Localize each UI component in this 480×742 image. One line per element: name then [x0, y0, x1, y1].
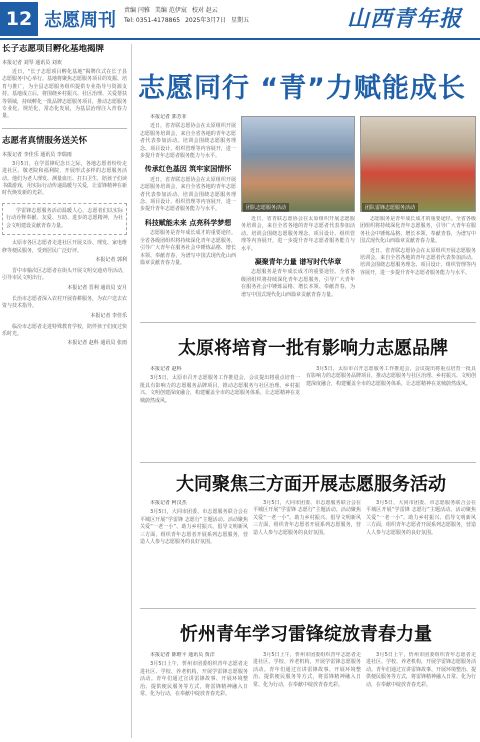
article-paragraph: 近日，省青联志愿协会在太原组织开展志愿服务培训会，来自全省各地的青年志愿者代表参加活动。培训会围绕志愿服务理念、项目设计、组织管理等内容展开，进一步提升青年志愿者服务能力与水平。 [360, 247, 476, 276]
top-article-col3 [360, 216, 476, 314]
briefs-list [2, 240, 127, 346]
brief-item [2, 240, 127, 263]
main-headline: 志愿同行 “青”力赋能成长 [138, 73, 466, 104]
article-paragraph: 近日，省青联志愿协会在太原组织开展志愿服务培训会，来自全省各地的青年志愿者代表参加活动。培训会围绕志愿服务理念、项目设计、组织管理等内容展开，进一步提升青年志愿者服务能力与水平。 [140, 176, 236, 213]
story4-col3 [366, 652, 476, 738]
article-paragraph: 3月5日上午，忻州市团委组织青年志愿者走进社区、学校、养老机构，开展学雷锋志愿服务活动。青年们通过宣讲雷锋故事、开展环境整治、提供便民服务等方式，将雷锋精神融入日常、化为行动，在奉献中绽放青春光彩。 [366, 652, 476, 688]
editor-list [124, 6, 249, 16]
editor-item: 校对 赵云 [191, 7, 218, 14]
photo-caption: 团队雷锋志愿服务活动 [362, 203, 418, 212]
article-paragraph: 近日，省青联志愿协会在太原组织开展志愿服务培训会，来自全省各地的青年志愿者代表参加活动。培训会围绕志愿服务理念、项目设计、组织管理等内容展开，进一步提升青年志愿者服务能力与水平。 [140, 123, 236, 160]
article-body: 近日，“长子志愿项目孵化基地”揭牌仪式在长子县志愿服务中心举行。基地将聚焦志愿服务项目的发掘、培育与推广，为全县志愿服务组织提供专业指导与资源支持。基地成立后，将围绕乡村振兴、社区治理、关爱帮扶等领域，持续孵化一批品牌志愿服务项目，推动志愿服务专业化、规范化、常态化发展，为基层治理注入青春力量。 [2, 69, 128, 120]
header-divider [0, 38, 480, 40]
article-paragraph: 志愿服务是青年成长成才的重要途径。全省各级团组织将持续深化青年志愿服务，引导广大青年在服务社会中锤炼品格、增长本领、奉献青春，为谱写中国式现代化山西篇章贡献青春力量。 [140, 230, 236, 266]
brief-text: 太原市各区志愿者走进社区开展义诊、理发、家电维修等便民服务，受到居民广泛好评。 [2, 240, 128, 254]
article-subhead: 科技赋能未来 点亮科学梦想 [144, 217, 232, 227]
article-paragraph: 3月5日上午，忻州市团委组织青年志愿者走进社区、学校、养老机构，开展学雷锋志愿服务活动。青年们通过宣讲雷锋故事、开展环境整治、提供便民服务等方式，将雷锋精神融入日常、化为行动，在奉献中绽放青春光彩。 [253, 652, 361, 688]
article-paragraph: 志愿服务是青年成长成才的重要途径。全省各级团组织将持续深化青年志愿服务，引导广大青年在服务社会中锤炼品格、增长本领、奉献青春，为谱写中国式现代化山西篇章贡献青春力量。 [360, 216, 476, 245]
section-divider [140, 462, 476, 463]
article-byline: 本报记者 陈维平 通讯员 贾洋 [150, 652, 215, 658]
article-paragraph: 志愿服务是青年成长成才的重要途径。全省各级团组织将持续深化青年志愿服务，引导广大青年在服务社会中锤炼品格、增长本领、奉献青春，为谱写中国式现代化山西篇章贡献青春力量。 [241, 269, 355, 298]
brief-sign: 本报记者 晋利 通讯员 安月 [67, 284, 127, 291]
story2-body-right [306, 366, 476, 458]
section-name: 志愿周刊 [44, 10, 116, 31]
brief-item [2, 324, 127, 347]
brief-sign: 本报记者 李佳乐 [90, 312, 127, 319]
article-paragraph: 3月5日，太原市召开志愿服务工作推进会，会议提出将重点培育一批具有影响力的志愿服务品牌项目，推动志愿服务与社区治理、乡村振兴、文明创建深度融合，构建覆盖全市的志愿服务体系，让志愿精神在龙城蔚然成风。 [306, 366, 476, 387]
article-changzi [2, 44, 127, 121]
article-paragraph: 近日，省青联志愿协会在太原组织开展志愿服务培训会，来自全省各地的青年志愿者代表参加活动。培训会围绕志愿服务理念、项目设计、组织管理等内容展开，进一步提升青年志愿者服务能力与水平。 [241, 216, 355, 252]
top-article-col1 [140, 114, 236, 314]
article-paragraph: 3月5日，太原市召开志愿服务工作推进会，会议提出将重点培育一批具有影响力的志愿服务品牌项目，推动志愿服务与社区治理、乡村振兴、文明创建深度融合，构建覆盖全市的志愿服务体系，让志愿精神在龙城蔚然成风。 [140, 375, 300, 404]
story-headline: 大同聚焦三方面开展志愿服务活动 [176, 474, 446, 495]
story-headline: 太原将培育一批有影响力志愿品牌 [178, 338, 448, 359]
story-headline: 忻州青年学习雷锋绽放青春力量 [180, 624, 432, 645]
article-volunteer-care [2, 136, 127, 198]
section-divider [140, 608, 476, 609]
section-divider [140, 322, 476, 323]
newspaper-logo: 山西青年报 [346, 6, 462, 32]
contact-line [124, 16, 249, 26]
header-meta [124, 6, 249, 26]
brief-text: 临汾市志愿者走进特殊教育学校，陪伴孩子们度过快乐时光。 [2, 323, 128, 337]
article-body: 3月5日，在学雷锋纪念日之际，各地志愿者纷纷走进社区、敬老院和福利院，开展形式多样的志愿服务活动。他们为老人理发、测量血压、打扫卫生，陪孩子们读书做游戏，用实际行动传递温暖与关爱，让雷锋精神在新时代焕发新的光彩。 [2, 160, 128, 197]
story3-col2 [253, 500, 361, 604]
editor-item: 责编 闫雅 [124, 7, 150, 14]
article-paragraph: 3月5日上午，忻州市团委组织青年志愿者走进社区、学校、养老机构，开展学雷锋志愿服务活动。青年们通过宣讲雷锋故事、开展环境整治、提供便民服务等方式，将雷锋精神融入日常、化为行动，在奉献中绽放青春光彩。 [140, 661, 248, 698]
story4-col1 [140, 652, 248, 738]
article-paragraph: 3月5日，大同市团委、市志愿服务联合会在平城区开展“学雷锋 志愿行”主题活动。活动聚焦关爱“一老一小”、助力乡村振兴、倡导文明新风三方面，组织青年志愿者开展系列志愿服务，营造人人参与志愿服务的良好氛围。 [253, 500, 361, 536]
article-title: 志愿者真情服务送关怀 [2, 135, 88, 146]
photo-volunteer-team [241, 116, 355, 212]
phone-number: Tel: 0351-4178865 [124, 17, 181, 24]
brief-item [2, 268, 127, 291]
photo-caption: 团队志愿服务活动 [243, 203, 289, 212]
top-article-col2 [241, 216, 355, 314]
brief-sign: 本报记者 郭利 [95, 256, 127, 263]
briefs-box [2, 203, 127, 235]
left-column [2, 44, 132, 738]
article-byline: 本报记者 李佳乐 通讯员 李瑞雨 [2, 151, 72, 158]
story2-body-left [140, 366, 300, 458]
article-title: 长子志愿项目孵化基地揭牌 [2, 44, 105, 54]
article-subhead: 凝聚青年力量 谱写时代华章 [254, 257, 342, 267]
article-byline: 本报记者 刘琴 通讯员 刘欢 [2, 60, 62, 66]
divider [2, 128, 127, 129]
briefs-intro: 学雷锋志愿服务活动温暖人心，志愿者们以实际行动诠释奉献、友爱、互助、进步的志愿精神，为社会文明建设贡献青春力量。 [6, 207, 123, 229]
brief-sign: 本报记者 赵科 通讯员 张雨 [67, 340, 127, 347]
brief-text: 晋中市榆次区志愿者在街头开展文明交通劝导活动，引导市民文明出行。 [2, 267, 128, 282]
story3-col1 [140, 500, 248, 604]
issue-date: 2025年3月7日 [185, 17, 226, 24]
article-byline: 本报记者 柯汉杰 [150, 500, 187, 506]
article-subhead: 传承红色基因 筑牢家国情怀 [144, 164, 232, 174]
article-byline: 本报记者 郭芳菲 [150, 114, 187, 120]
page-header [0, 0, 480, 40]
page-number: 12 [0, 2, 38, 36]
brief-item [2, 296, 127, 319]
story4-col2 [253, 652, 361, 738]
brief-text: 长治市志愿者深入农村开展春耕服务，为农户送去农资与技术指导。 [2, 295, 128, 310]
article-paragraph: 3月5日，大同市团委、市志愿服务联合会在平城区开展“学雷锋 志愿行”主题活动。活动聚焦关爱“一老一小”、助力乡村振兴、倡导文明新风三方面，组织青年志愿者开展系列志愿服务，营造人人参与志愿服务的良好氛围。 [140, 509, 248, 546]
story3-col3 [366, 500, 476, 604]
photo-leifeng-service [360, 116, 476, 212]
article-byline: 本报记者 赵科 [150, 366, 182, 372]
weekday: 星期五 [231, 17, 250, 24]
article-paragraph: 3月5日，大同市团委、市志愿服务联合会在平城区开展“学雷锋 志愿行”主题活动。活动聚焦关爱“一老一小”、助力乡村振兴、倡导文明新风三方面，组织青年志愿者开展系列志愿服务，营造人人参与志愿服务的良好氛围。 [366, 500, 476, 536]
editor-item: 美编 范伊宸 [154, 7, 187, 14]
